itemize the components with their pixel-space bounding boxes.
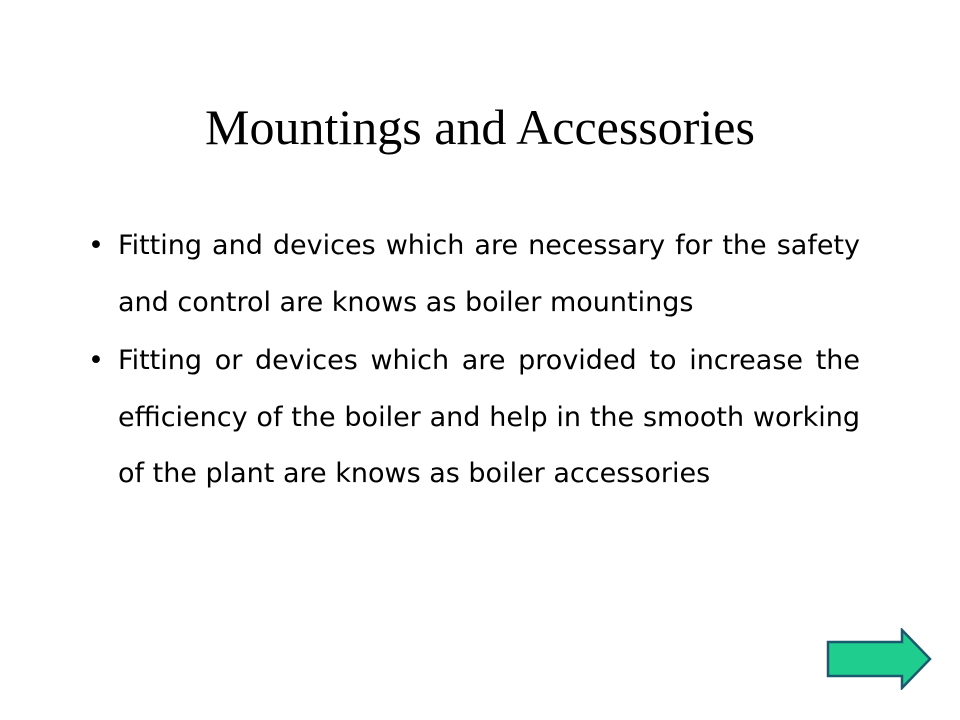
bullet-icon: • [88,230,104,261]
bullet-list [84,218,860,505]
bullet-text: Fitting and devices which are necessary for the safety and control are knows as boiler mountings [118,230,860,318]
list-item [84,333,860,503]
bullet-icon: • [88,345,104,376]
right-arrow-icon[interactable] [828,630,930,688]
next-slide-button[interactable] [826,628,934,690]
list-item [84,218,860,331]
bullet-text: Fitting or devices which are provided to increase the efficiency of the boiler and help in the smooth working of the plant are knows as boiler accessories [118,345,860,489]
slide-title: Mountings and Accessories [205,99,755,155]
